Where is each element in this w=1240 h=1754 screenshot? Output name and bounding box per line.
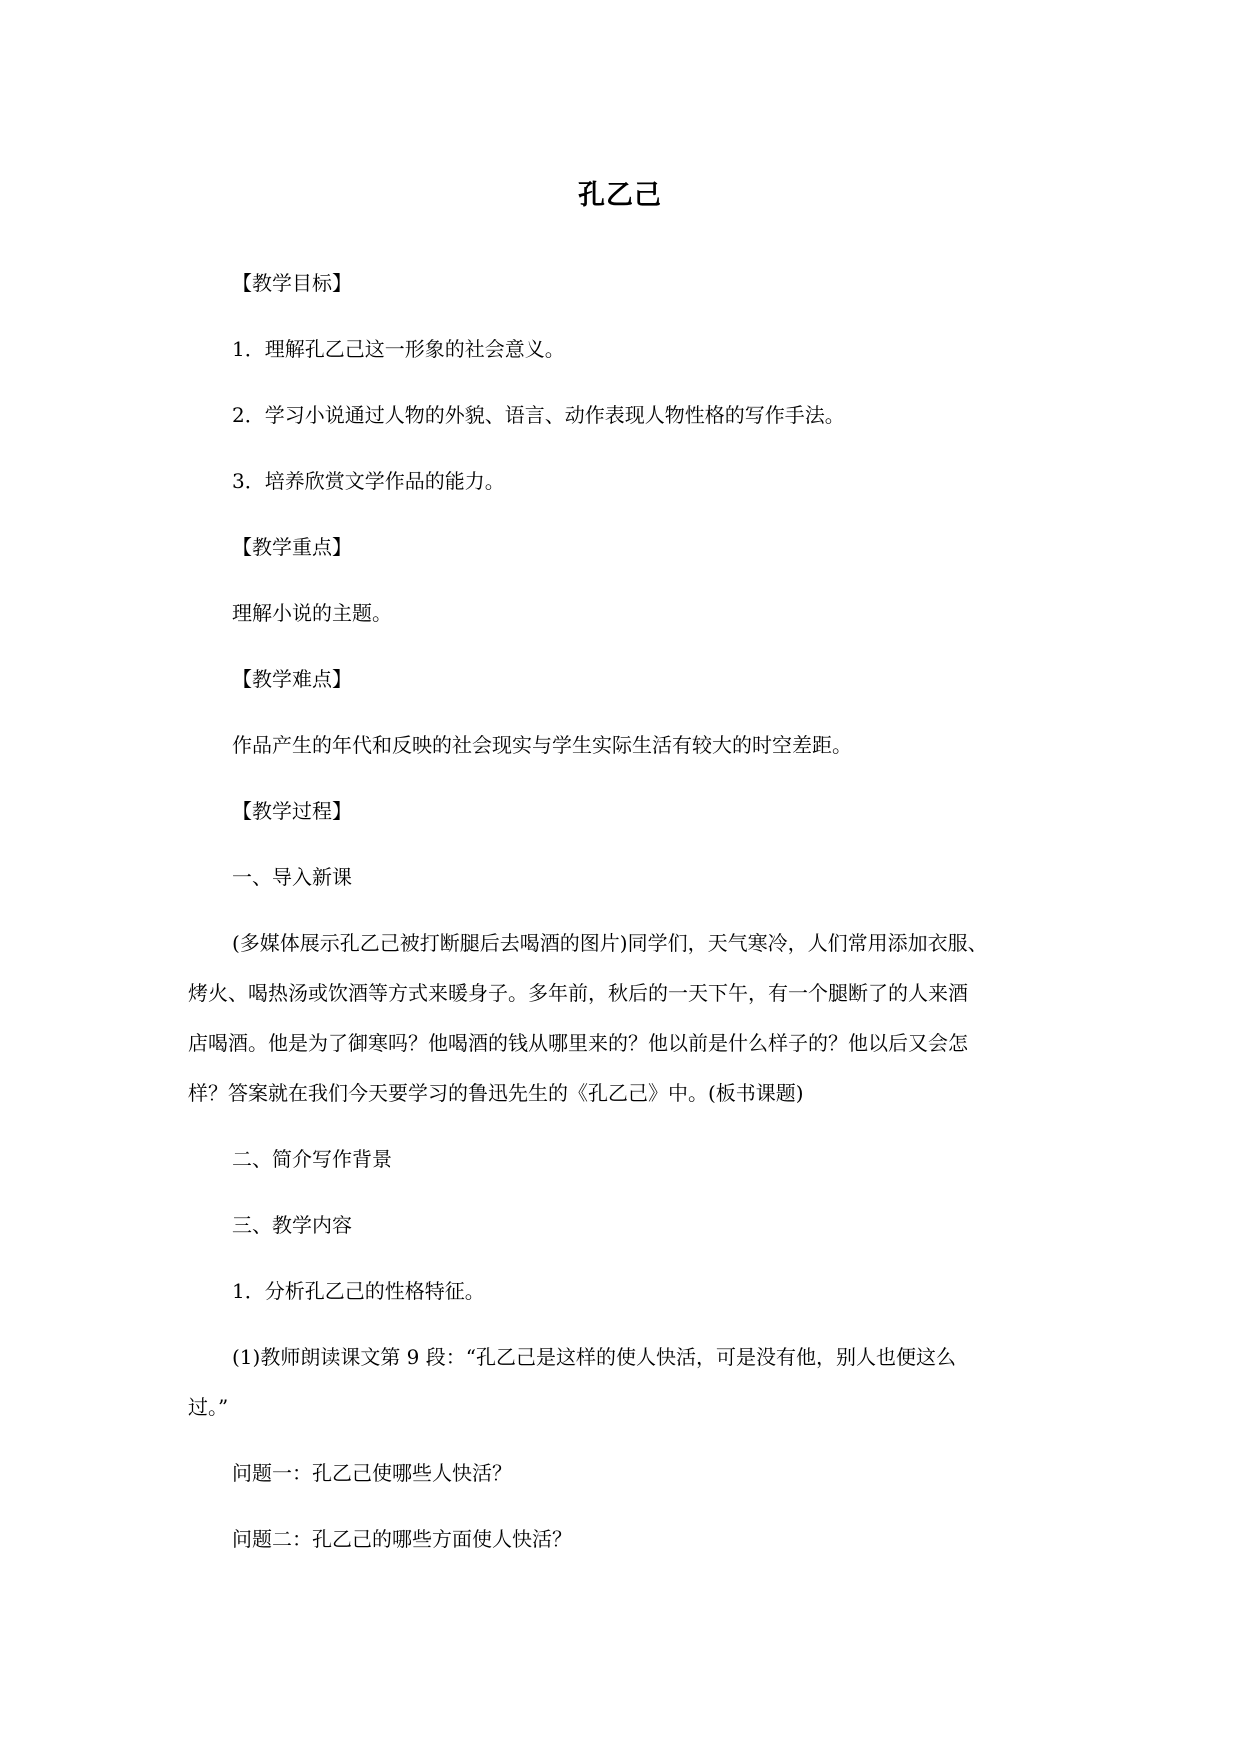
difficulty-text: 作品产生的年代和反映的社会现实与学生实际生活有较大的时空差距。 (232, 733, 852, 757)
heading-teaching-difficulty: 【教学难点】 (232, 667, 352, 691)
section-intro-new-lesson: 一、导入新课 (232, 865, 352, 889)
intro-paragraph-line-4: 样？答案就在我们今天要学习的鲁迅先生的《孔乙己》中。(板书课题) (188, 1081, 804, 1105)
section-background: 二、简介写作背景 (232, 1147, 392, 1171)
heading-teaching-focus: 【教学重点】 (232, 535, 352, 559)
heading-teaching-goals: 【教学目标】 (232, 271, 352, 295)
goal-item-1: 1．理解孔乙己这一形象的社会意义。 (232, 337, 565, 361)
question-two: 问题二：孔乙己的哪些方面使人快活？ (232, 1527, 572, 1551)
reading-paragraph-line-2: 过。” (188, 1395, 229, 1419)
reading-paragraph-line-1: (1)教师朗读课文第 9 段：“孔乙己是这样的使人快活，可是没有他，别人也便这么 (232, 1345, 956, 1369)
focus-text: 理解小说的主题。 (232, 601, 392, 625)
intro-paragraph-line-1: (多媒体展示孔乙己被打断腿后去喝酒的图片)同学们，天气寒冷，人们常用添加衣服、 (232, 931, 988, 955)
section-teaching-content: 三、教学内容 (232, 1213, 352, 1237)
question-one: 问题一：孔乙己使哪些人快活？ (232, 1461, 512, 1485)
intro-paragraph-line-2: 烤火、喝热汤或饮酒等方式来暖身子。多年前，秋后的一天下午，有一个腿断了的人来酒 (188, 981, 968, 1005)
heading-teaching-process: 【教学过程】 (232, 799, 352, 823)
content-item-1: 1．分析孔乙己的性格特征。 (232, 1279, 485, 1303)
intro-paragraph-line-3: 店喝酒。他是为了御寒吗？他喝酒的钱从哪里来的？他以前是什么样子的？他以后又会怎 (188, 1031, 968, 1055)
document-title: 孔乙己 (578, 180, 662, 211)
goal-item-2: 2．学习小说通过人物的外貌、语言、动作表现人物性格的写作手法。 (232, 403, 845, 427)
goal-item-3: 3．培养欣赏文学作品的能力。 (232, 469, 505, 493)
